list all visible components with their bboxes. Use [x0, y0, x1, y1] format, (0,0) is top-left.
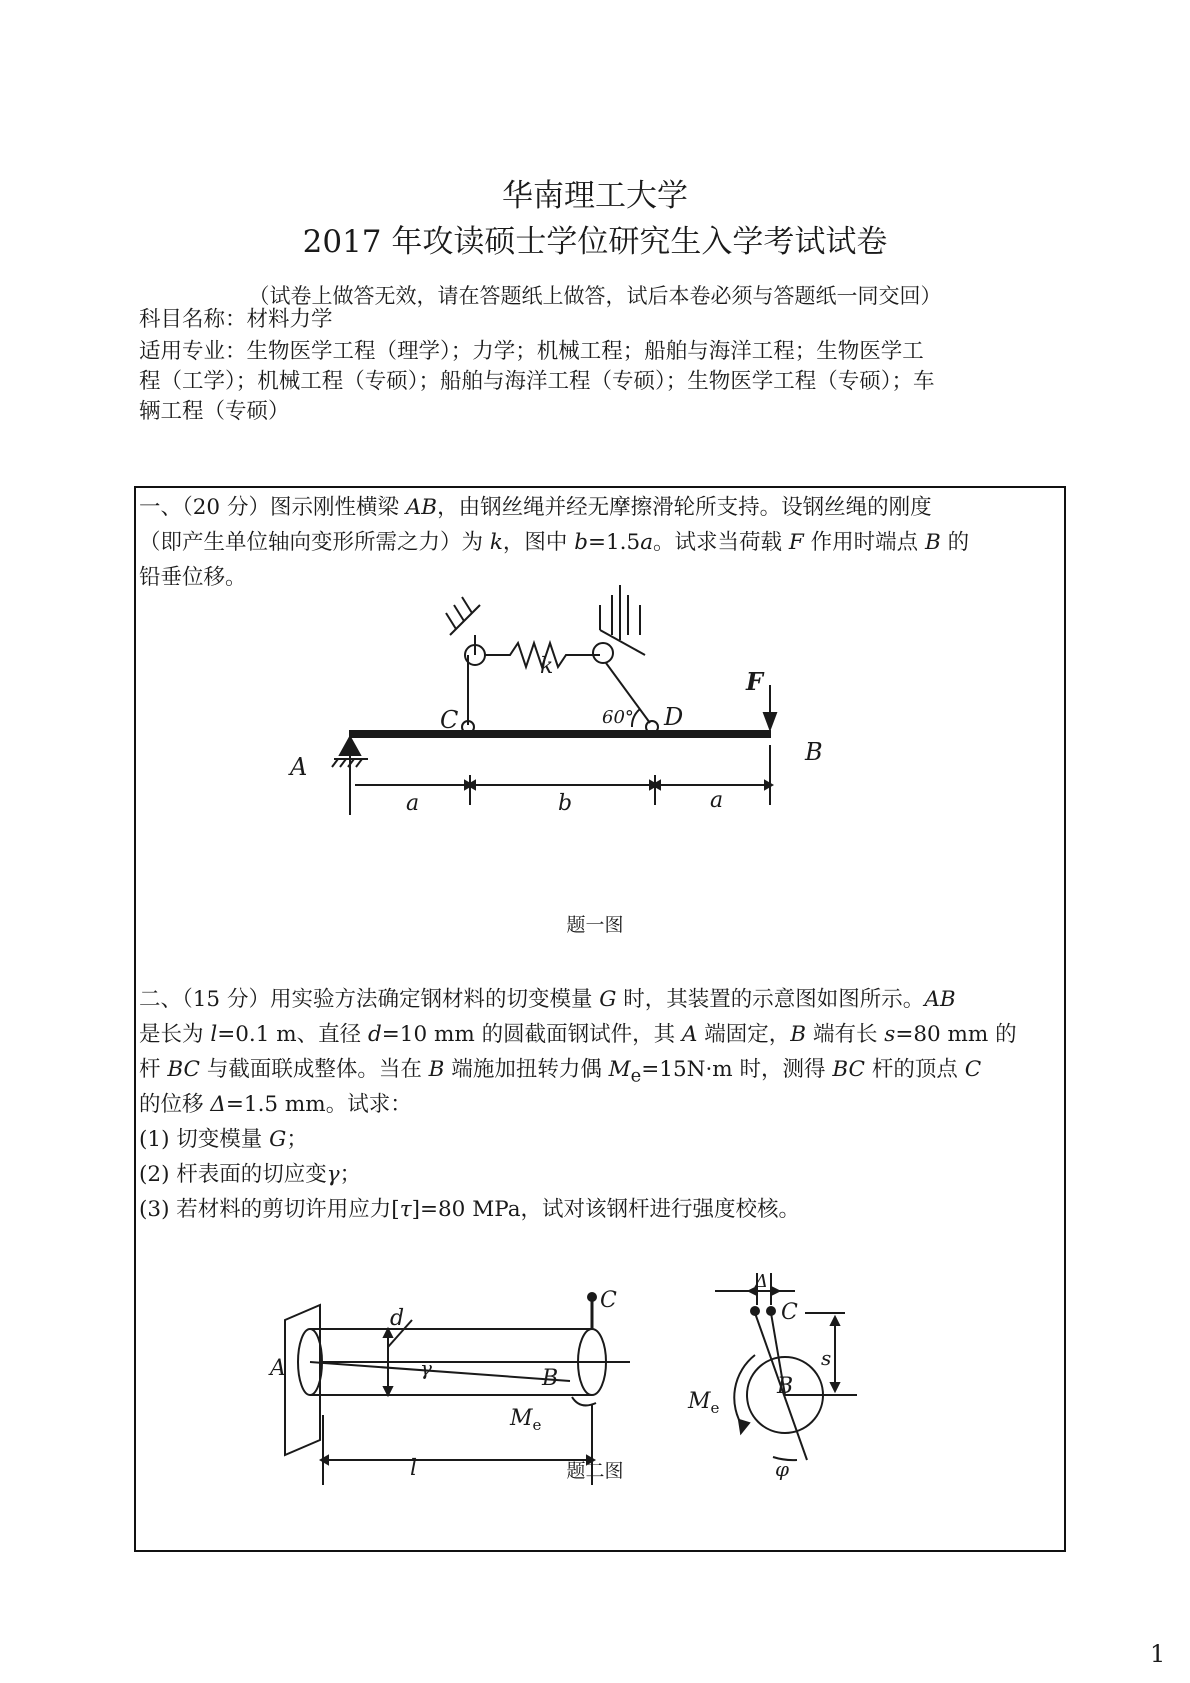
q2-line-4: 的位移 Δ=1.5 mm。试求：: [139, 1092, 412, 1117]
figure-2-section: [685, 1265, 885, 1480]
q2-item-2: (2) 杆表面的切应变γ；: [139, 1162, 362, 1187]
label-c: C: [440, 706, 459, 734]
school-title: 华南理工大学: [502, 178, 688, 214]
label-delta: Δ: [755, 1271, 768, 1292]
label-a: A: [290, 753, 308, 781]
label-l: l: [410, 1456, 418, 1481]
q2-line-1: 二、（15 分）用实验方法确定钢材料的切变模量 G 时，其装置的示意图如图所示。AB: [139, 987, 956, 1012]
label-dim-b: b: [558, 791, 573, 816]
label-k: k: [540, 654, 554, 679]
label-a: A: [270, 1356, 286, 1381]
q1-line-1: 一、（20 分）图示刚性横梁 AB，由钢丝绳并经无摩擦滑轮所支持。设钢丝绳的刚度: [139, 495, 932, 520]
label-d: d: [390, 1306, 405, 1331]
q1-line-3: 铅垂位移。: [139, 565, 247, 590]
figure-2-caption: 题二图: [566, 1460, 624, 1482]
label-phi: φ: [775, 1457, 790, 1481]
label-dim-a2: a: [710, 788, 724, 813]
label-b: B: [805, 738, 823, 766]
label-c: C: [600, 1288, 617, 1313]
label-gamma: γ: [420, 1356, 432, 1380]
majors-line-3: 辆工程（专硕）: [139, 399, 290, 424]
subject-line: 科目名称：材料力学: [139, 307, 333, 332]
label-dim-a1: a: [406, 791, 420, 816]
label-angle: 60°: [602, 707, 634, 728]
q2-line-2: 是长为 l=0.1 m、直径 d=10 mm 的圆截面钢试件，其 A 端固定，B 端有长 s=80 mm 的: [139, 1022, 1017, 1047]
left-support-line: [450, 605, 480, 635]
fixed-wall: [285, 1305, 320, 1455]
exam-note: （试卷上做答无效，请在答题纸上做答，试后本卷必须与答题纸一同交回）: [248, 284, 942, 308]
beam-ab: [350, 731, 770, 737]
majors-line-1: 适用专业：生物医学工程（理学）；力学；机械工程；船舶与海洋工程；生物医学工: [139, 339, 924, 364]
label-c: C: [781, 1300, 798, 1325]
label-f: F: [746, 667, 764, 696]
q2-item-1: (1) 切变模量 G；: [139, 1127, 308, 1152]
label-b: B: [777, 1374, 794, 1399]
figure-1-caption: 题一图: [566, 914, 624, 936]
label-d: D: [664, 703, 684, 731]
q2-line-3: 杆 BC 与截面联成整体。当在 B 端施加扭转力偶 $M_e=15N\cdot m$ 时，测得 BC 杆的顶点 C: [139, 1057, 982, 1087]
exam-title: 2017 年攻读硕士学位研究生入学考试试卷: [302, 224, 888, 260]
moment-arrow: [734, 1355, 755, 1427]
label-me: $M_e$: [688, 1389, 720, 1417]
label-me: $M_e$: [510, 1406, 542, 1434]
majors-line-2: 程（工学）；机械工程（专硕）；船舶与海洋工程（专硕）；生物医学工程（专硕）；车: [139, 369, 935, 394]
right-pulley: [593, 643, 613, 663]
label-b: B: [542, 1366, 559, 1391]
label-s: s: [821, 1346, 832, 1370]
page-number: 1: [1150, 1640, 1166, 1668]
q1-line-2: （即产生单位轴向变形所需之力）为 k，图中 b=1.5a。试求当荷载 F 作用时端点 B 的: [139, 530, 970, 555]
figure-1: [290, 585, 880, 905]
q2-item-3: (3) 若材料的剪切许用应力[τ]=80 MPa，试对该钢杆进行强度校核。: [139, 1197, 801, 1222]
